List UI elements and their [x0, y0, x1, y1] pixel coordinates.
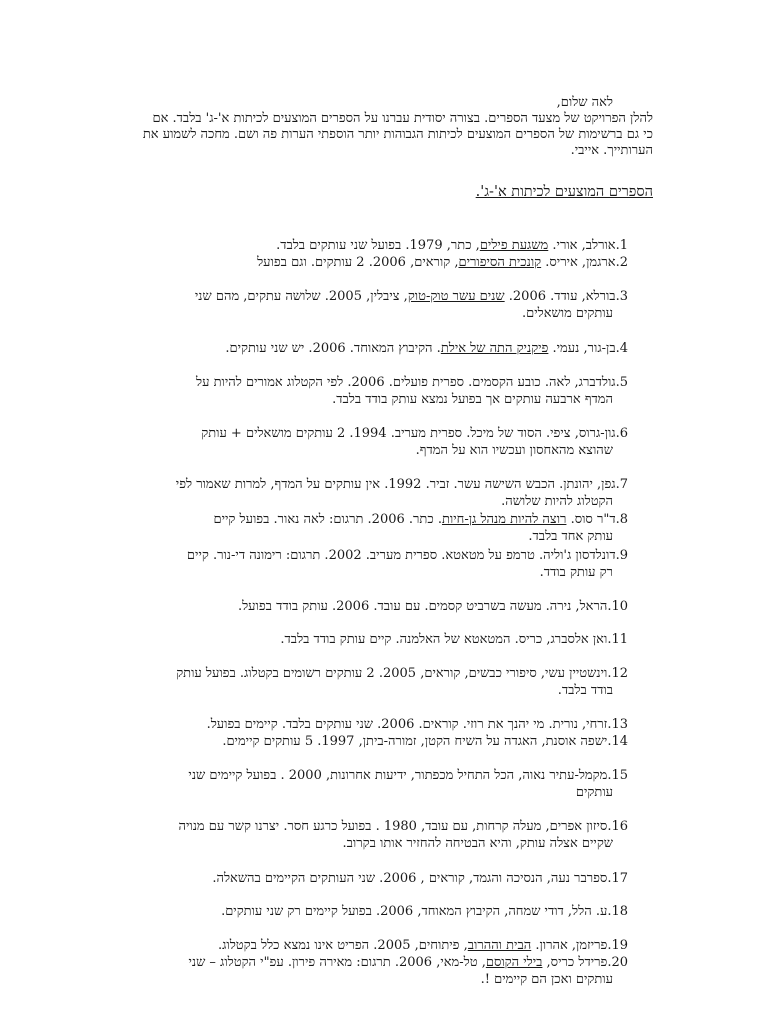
entry-9 [187, 548, 628, 564]
entry-text: בורלא, עודד. 2006. [504, 289, 616, 304]
entry-text: גון-גרוס, ציפי. הסוד של מיכל. ספרית מעריב. 1994. 2 עותקים מושאלים + עותק [201, 426, 616, 441]
entry-text: סיזון אפרים, מעלה קרחות, עם עובד, 1980 . בפועל כרגע חסר. יצרנו קשר עם מנויה [178, 819, 608, 834]
entry-6-cont: שהוצא מהאחסון ועכשיו הוא על המדף. [415, 443, 613, 458]
entry-7 [176, 477, 628, 493]
entry-number: 8. [615, 512, 628, 527]
entry-text: ד"ר סוס. [566, 512, 616, 527]
entry-8-cont: עותק אחד בלבד. [528, 529, 613, 544]
entry-20 [188, 955, 628, 971]
section-heading: הספרים המוצעים לכיתות א'-ג'. [475, 184, 653, 200]
entry-text: ואן אלסברג, כריס. המטאטא של האלמנה. קיים עותק בודד בלבד. [280, 632, 608, 647]
entry-text: גפן, יהונתן. הכבש השישה עשר. זביר. 1992. אין עותקים על המדף, למרות שאמור לפי [175, 477, 616, 492]
entry-number: 4. [615, 341, 628, 356]
entry-17 [212, 871, 628, 887]
entry-text: מקמל-עתיר נאוה, הכל התחיל מכפתור, ידיעות אחרונות, 2000 . בפועל קיימים שני [188, 768, 608, 783]
intro-line-2: כי גם ברשימות של הספרים המוצעים לכיתות הגבוהות יותר הוספתי הערות פה ושם. מחכה לשמוע את [142, 127, 653, 142]
entry-5-cont: המדף ארבעה עותקים אך בפועל נמצא עותק בודד בלבד. [332, 392, 613, 407]
entry-9-cont: רק עותק בודד. [539, 565, 613, 580]
entry-5 [196, 375, 628, 391]
entry-number: 15. [607, 768, 628, 783]
entry-text: . כתר. 2006. תרגום: לאה נאור. בפועל קיים [213, 512, 442, 527]
entry-number: 20. [607, 955, 628, 970]
entry-1 [276, 238, 628, 254]
entry-number: 16. [607, 819, 628, 834]
entry-number: 3. [615, 289, 628, 304]
entry-text: הראל, נירה. מעשה בשרביט קסמים. עם עובד. 2006. עותק בודד בפועל. [237, 599, 608, 614]
entry-16-cont: שקיים אצלה עותק, והיא הבטיחה להחזיר אותו בקרוב. [342, 836, 613, 851]
entry-text: דונלדסון ג'וליה. טרמפ על מטאטא. ספרית מעריב. 2002. תרגום: רימונה די-נור. קיים [186, 548, 616, 563]
entry-number: 9. [615, 548, 628, 563]
entry-text: זרחי, נורית. מי יהנך את רוזי. קוראים. 2006. שני עותקים בלבד. קיימים בפועל. [206, 717, 608, 732]
entry-text: , קוראים, 2006. 2 עותקים. וגם בפועל [257, 255, 459, 270]
entry-text: ספרבר נעה, הנסיכה והגמד, קוראים , 2006. שני העותקים הקיימים בהשאלה. [212, 871, 608, 886]
entry-text: , פיתוחים, 2005. הפריט אינו נמצא כלל בקטלוג. [217, 938, 468, 953]
entry-text: וינשטיין עשי, סיפורי כבשים, קוראים, 2005. 2 עותקים רשומים בקטלוג. בפועל עותק [176, 666, 608, 681]
entry-14 [222, 734, 628, 750]
entry-number: 14. [607, 734, 628, 749]
entry-title: קונכית הסיפורים [458, 255, 542, 270]
entry-number: 6. [615, 426, 628, 441]
entry-8 [213, 512, 628, 528]
entry-title: בילי הקוסם [485, 955, 543, 970]
entry-10 [238, 599, 628, 615]
entry-2 [257, 255, 628, 271]
entry-number: 19. [607, 938, 628, 953]
entry-text: . הקיבוץ המאוחד. 2006. יש שני עותקים. [225, 341, 441, 356]
entry-4 [225, 341, 628, 357]
entry-text: גולדברג, לאה. כובע הקסמים. ספרית פועלים. 2006. לפי הקטלוג אמורים להיות על [196, 375, 616, 390]
entry-number: 11. [607, 632, 628, 647]
entry-number: 13. [607, 717, 628, 732]
entry-text: פריזמן, אהרון. [531, 938, 608, 953]
entry-text: , כתר, 1979. בפועל שני עותקים בלבד. [276, 238, 480, 253]
entry-text: בן-גור, נעמי. [548, 341, 616, 356]
entry-number: 10. [607, 599, 628, 614]
entry-12-cont: בודד בלבד. [557, 683, 613, 698]
entry-11 [280, 632, 628, 648]
entry-3 [195, 289, 628, 305]
entry-title: שנים עשר טוק-טוק [407, 289, 505, 304]
entry-text: ארגמן, איריס. [541, 255, 616, 270]
entry-title: פיקניק התה של אילת [440, 341, 549, 356]
entry-text: ע. הלל, דודי שמחה, הקיבוץ המאוחד, 2006. בפועל קיימים רק שני עותקים. [221, 904, 608, 919]
entry-20-cont: עותקים ואכן הם קיימים !. [480, 972, 613, 987]
entry-number: 2. [615, 255, 628, 270]
entry-16 [178, 819, 628, 835]
entry-7-cont: הקטלוג להיות שלושה. [501, 494, 613, 509]
entry-text: , ציבלין, 2005. שלושה עתקים, מהם שני [194, 289, 408, 304]
entry-3-cont: עותקים מושאלים. [522, 306, 613, 321]
intro-line-1: להלן הפרויקט של מצעד הספרים. בצורה יסודית עברנו על הספרים המוצעים לכיתות א'-ג' בלבד. אם [152, 111, 653, 126]
greeting: לאה שלום, [556, 95, 613, 110]
entry-title: משגעת פילים [479, 238, 549, 253]
entry-number: 17. [607, 871, 628, 886]
entry-19 [218, 938, 628, 954]
entry-15-cont: עותקים [575, 785, 613, 800]
entry-text: אורלב, אורי. [548, 238, 616, 253]
entry-number: 5. [615, 375, 628, 390]
entry-6 [201, 426, 628, 442]
entry-title: הבית וההרוב [467, 938, 532, 953]
entry-12 [176, 666, 628, 682]
entry-18 [221, 904, 628, 920]
entry-13 [207, 717, 628, 733]
entry-title: רוצה להיות מנהל גן-חיות [441, 512, 567, 527]
entry-15 [188, 768, 628, 784]
intro-line-3: הערותייך. אייבי. [570, 143, 653, 158]
entry-number: 18. [607, 904, 628, 919]
entry-text: , טל-מאי, 2006. תרגום: מאירה פירון. עפ"י הקטלוג – שני [188, 955, 486, 970]
entry-number: 12. [607, 666, 628, 681]
entry-number: 1. [615, 238, 628, 253]
entry-text: ישפה אוסנת, האגדה על השיח הקטן, זמורה-ביתן, 1997. 5 עותקים קיימים. [222, 734, 608, 749]
entry-text: פרידל כריס, [542, 955, 608, 970]
entry-number: 7. [615, 477, 628, 492]
